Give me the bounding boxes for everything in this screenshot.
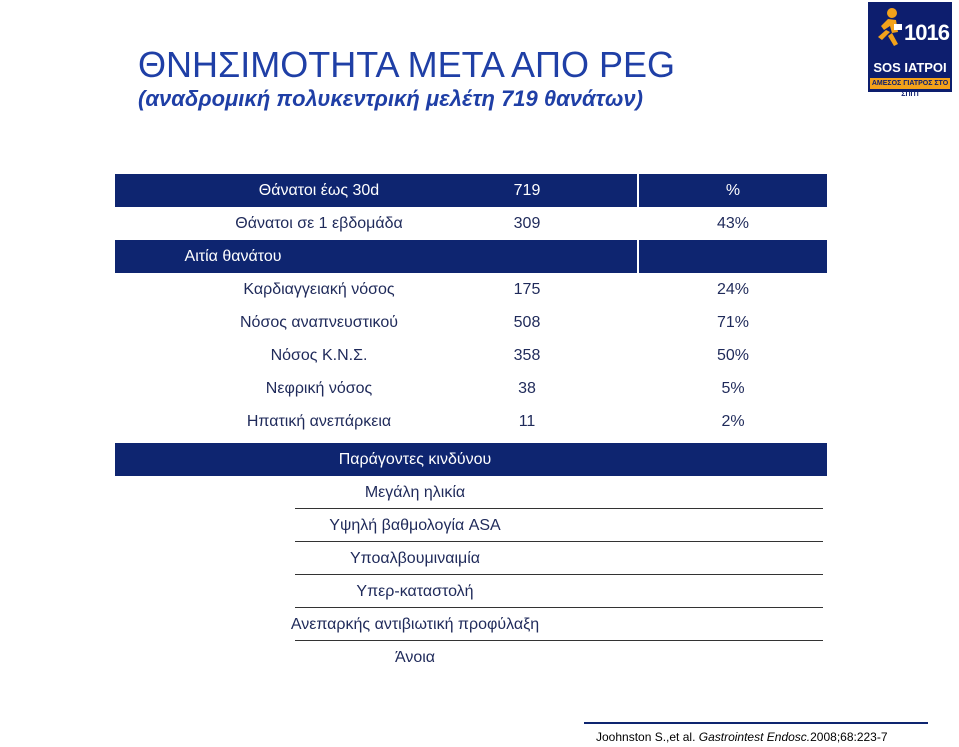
row-count: 358 [513,347,541,364]
risk-factor-item [115,509,715,542]
table-header-row [115,174,827,207]
risk-factor-label: Ανεπαρκής αντιβιωτική προφύλαξη [290,616,540,633]
row-pct: 24% [716,281,750,298]
row-label: Νόσος αναπνευστικού [239,314,398,331]
row-count: 175 [513,281,541,298]
risk-factor-label: Μεγάλη ηλικία [364,484,466,501]
reference-authors: Joohnston S.,et al. [596,730,699,744]
row-pct: 5% [721,380,745,397]
causes-header-label: Αιτία θανάτου [184,248,282,265]
table-row [115,405,827,438]
risk-factor-item [115,476,715,509]
row-pct: 43% [716,215,750,232]
row-label: Ηπατική ανεπάρκεια [246,413,392,430]
risk-factor-label: Υψηλή βαθμολογία ASA [329,517,501,534]
row-label: Νεφρική νόσος [265,380,373,397]
logo-name: SOS ΙΑΤΡΟΙ [873,60,947,75]
table-row [115,339,827,372]
header-pct: % [725,182,741,199]
reference-divider [584,722,928,724]
row-count: 309 [513,215,541,232]
table-row [115,273,827,306]
slide-title: ΘΝΗΣΙΜΟΤΗΤΑ ΜΕΤΑ ΑΠΟ PEG [138,44,675,85]
logo-number: 1016 [904,20,949,45]
logo-tagline: ΑΜΕΣΟΣ ΓΙΑΤΡΟΣ ΣΤΟ ΣΠΙΤΙ [871,80,949,98]
table-row [115,207,827,240]
row-count: 38 [518,380,536,397]
risk-factor-item [115,641,715,674]
risk-factors-table [115,443,827,674]
risk-factor-label: Άνοια [394,649,436,666]
row-pct: 2% [721,413,745,430]
risk-factor-label: Υποαλβουμιναιμία [349,550,481,567]
risk-factors-title: Παράγοντες κινδύνου [338,451,492,468]
reference-volume: 2008;68:223-7 [810,730,888,744]
row-label: Νόσος Κ.Ν.Σ. [270,347,368,364]
causes-header-row [115,240,827,273]
row-label: Θάνατοι σε 1 εβδομάδα [235,215,403,232]
mortality-table [115,174,827,438]
risk-factor-item [115,575,715,608]
row-pct: 71% [716,314,750,331]
risk-factor-item [115,608,715,641]
row-label: Καρδιαγγειακή νόσος [243,281,395,298]
header-label: Θάνατοι έως 30d [258,182,380,199]
slide-subtitle: (αναδρομική πολυκεντρική μελέτη 719 θανάτων) [138,86,643,111]
reference-journal: Gastrointest Endosc. [698,730,811,744]
risk-factors-header [115,443,827,476]
risk-factor-label: Υπερ-καταστολή [356,583,474,600]
reference-citation [596,730,888,744]
running-doctor-icon [874,6,904,54]
row-count: 11 [518,413,536,430]
table-row [115,306,827,339]
header-count: 719 [513,182,541,199]
column-divider [637,240,639,273]
risk-factor-item [115,542,715,575]
row-pct: 50% [716,347,750,364]
sos-iatroi-logo [868,2,952,98]
row-count: 508 [513,314,541,331]
table-row [115,372,827,405]
